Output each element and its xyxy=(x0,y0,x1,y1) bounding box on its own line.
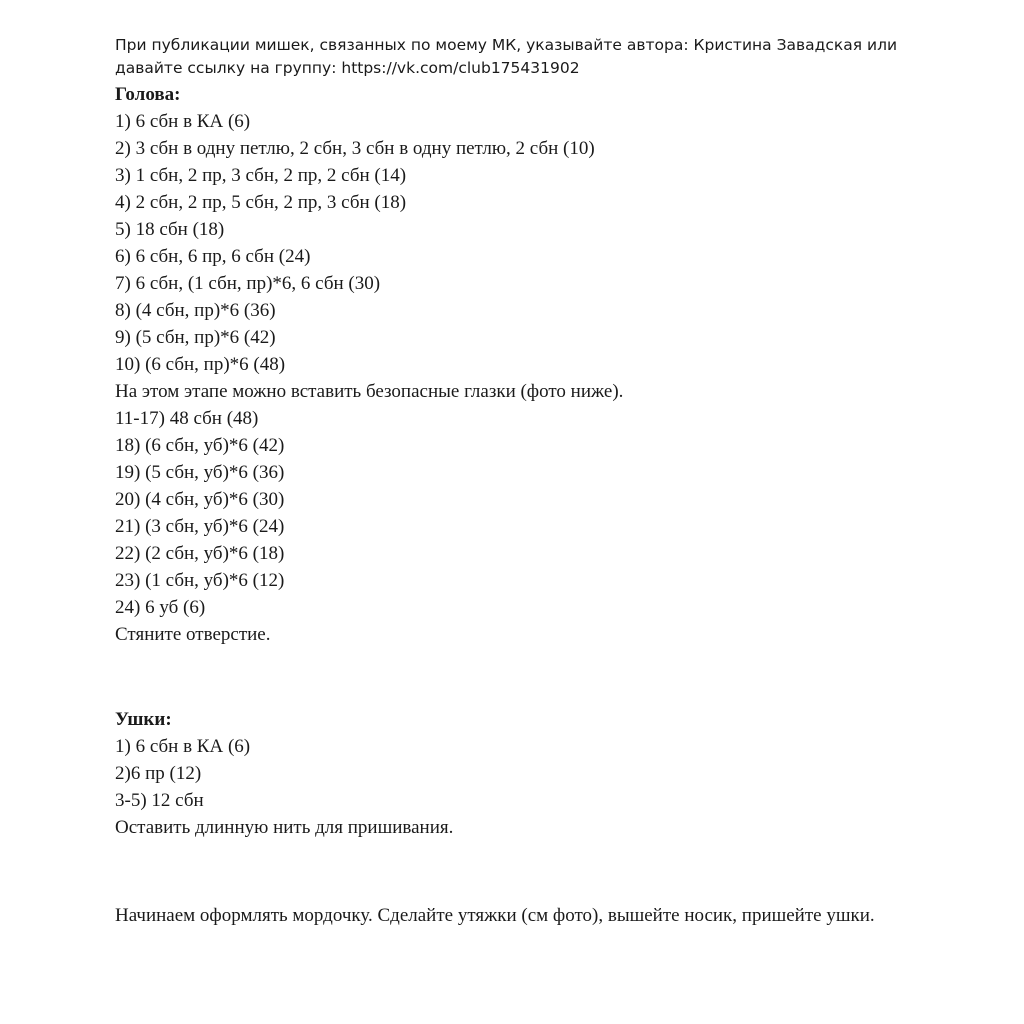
head-row-22: 22) (2 сбн, уб)*6 (18) xyxy=(115,543,285,564)
head-row-4: 4) 2 сбн, 2 пр, 5 сбн, 2 пр, 3 сбн (18) xyxy=(115,192,407,213)
final-section xyxy=(115,902,935,929)
ears-section xyxy=(115,706,935,841)
head-row-23: 23) (1 сбн, уб)*6 (12) xyxy=(115,570,285,591)
head-note-eyes: На этом этапе можно вставить безопасные глазки (фото ниже). xyxy=(115,381,624,402)
head-row-7: 7) 6 сбн, (1 сбн, пр)*6, 6 сбн (30) xyxy=(115,273,381,294)
author-notice-line-2: давайте ссылку на группу: https://vk.com/club175431902 xyxy=(115,59,580,77)
head-row-20: 20) (4 сбн, уб)*6 (30) xyxy=(115,489,285,510)
ears-note-thread: Оставить длинную нить для пришивания. xyxy=(115,817,454,838)
head-row-19: 19) (5 сбн, уб)*6 (36) xyxy=(115,462,285,483)
author-notice-line-1: При публикации мишек, связанных по моему МК, указывайте автора: Кристина Завадская или xyxy=(115,36,898,54)
head-row-9: 9) (5 сбн, пр)*6 (42) xyxy=(115,327,276,348)
head-section-title: Голова: xyxy=(115,84,181,105)
head-row-5: 5) 18 сбн (18) xyxy=(115,219,225,240)
head-row-10: 10) (6 сбн, пр)*6 (48) xyxy=(115,354,286,375)
head-row-3: 3) 1 сбн, 2 пр, 3 сбн, 2 пр, 2 сбн (14) xyxy=(115,165,407,186)
head-note-close: Стяните отверстие. xyxy=(115,624,271,645)
author-notice xyxy=(115,34,935,80)
head-row-8: 8) (4 сбн, пр)*6 (36) xyxy=(115,300,276,321)
ears-row-3-5: 3-5) 12 сбн xyxy=(115,790,204,811)
head-row-21: 21) (3 сбн, уб)*6 (24) xyxy=(115,516,285,537)
head-row-6: 6) 6 сбн, 6 пр, 6 сбн (24) xyxy=(115,246,311,267)
head-row-2: 2) 3 сбн в одну петлю, 2 сбн, 3 сбн в одну петлю, 2 сбн (10) xyxy=(115,138,595,159)
head-row-18: 18) (6 сбн, уб)*6 (42) xyxy=(115,435,285,456)
ears-row-2: 2)6 пр (12) xyxy=(115,763,202,784)
head-section xyxy=(115,81,935,648)
final-instructions: Начинаем оформлять мордочку. Сделайте утяжки (см фото), вышейте носик, пришейте ушки. xyxy=(115,905,875,926)
head-row-11-17: 11-17) 48 сбн (48) xyxy=(115,408,259,429)
ears-section-title: Ушки: xyxy=(115,709,172,730)
head-row-1: 1) 6 сбн в КА (6) xyxy=(115,111,251,132)
ears-row-1: 1) 6 сбн в КА (6) xyxy=(115,736,251,757)
head-row-24: 24) 6 уб (6) xyxy=(115,597,206,618)
